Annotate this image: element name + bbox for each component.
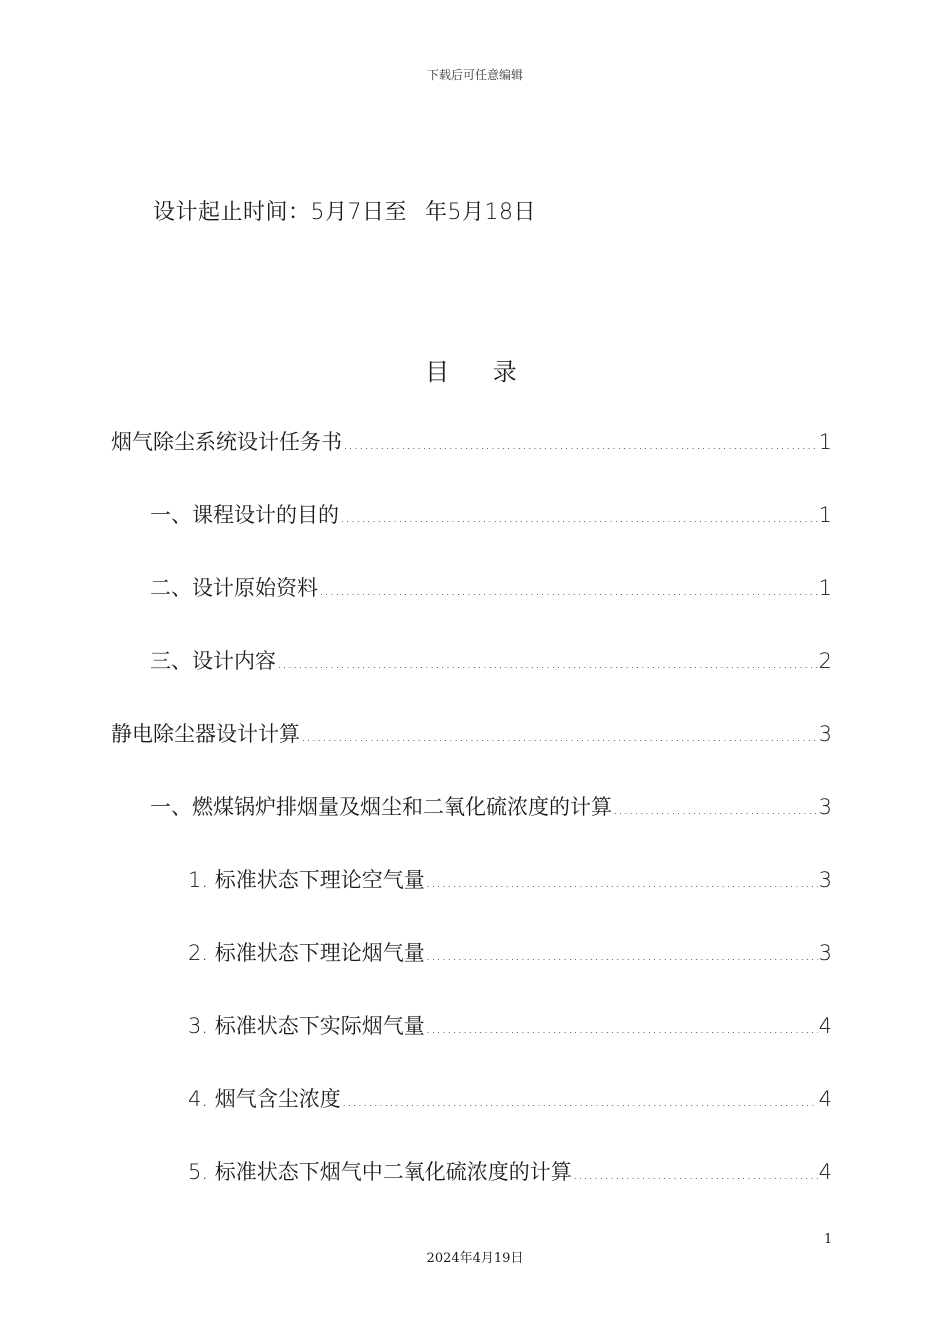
toc-entry[interactable] bbox=[150, 791, 832, 821]
design-period-label: 设计起止时间： bbox=[153, 200, 311, 225]
toc-entry-page: 1 bbox=[818, 503, 832, 527]
toc-entry-label: 一、课程设计的目的 bbox=[150, 503, 339, 527]
footer-date: 2024年4月19日 bbox=[426, 1251, 524, 1266]
toc-entry-label: 一、燃煤锅炉排烟量及烟尘和二氧化硫浓度的计算 bbox=[150, 795, 612, 819]
dot-leader bbox=[426, 1019, 818, 1037]
dot-leader bbox=[342, 1092, 818, 1110]
toc-entry-label: 4. 烟气含尘浓度 bbox=[188, 1087, 341, 1111]
dot-leader bbox=[343, 435, 818, 453]
dot-leader bbox=[426, 873, 818, 891]
toc-entry-label: 1. 标准状态下理论空气量 bbox=[188, 868, 425, 892]
toc-entry[interactable] bbox=[188, 1156, 832, 1186]
dot-leader bbox=[340, 508, 818, 526]
header-note: 下载后可任意编辑 bbox=[426, 68, 523, 82]
toc-entry[interactable] bbox=[150, 572, 832, 602]
design-period-start: 5月7日至 bbox=[310, 200, 408, 225]
toc-entry-label: 烟气除尘系统设计任务书 bbox=[111, 430, 342, 454]
toc-entry[interactable] bbox=[111, 718, 832, 748]
toc-entry-page: 2 bbox=[818, 649, 832, 673]
toc-entry[interactable] bbox=[188, 864, 832, 894]
toc-entry-page: 3 bbox=[818, 941, 832, 965]
toc-title: 目 录 bbox=[425, 358, 535, 386]
toc-entry-page: 3 bbox=[818, 868, 832, 892]
design-period bbox=[153, 195, 536, 226]
dot-leader bbox=[613, 800, 818, 818]
dot-leader bbox=[426, 946, 818, 964]
toc-entry[interactable] bbox=[188, 1083, 832, 1113]
design-period-end: 年5月18日 bbox=[425, 200, 537, 225]
toc-entry-label: 二、设计原始资料 bbox=[150, 576, 318, 600]
toc-entry-label: 3. 标准状态下实际烟气量 bbox=[188, 1014, 425, 1038]
toc-entry-page: 3 bbox=[818, 795, 832, 819]
toc-entry[interactable] bbox=[188, 1010, 832, 1040]
dot-leader bbox=[277, 654, 818, 672]
dot-leader bbox=[301, 727, 818, 745]
page-number: 1 bbox=[824, 1232, 833, 1247]
toc-entry-label: 5. 标准状态下烟气中二氧化硫浓度的计算 bbox=[188, 1160, 572, 1184]
toc-entry-label: 静电除尘器设计计算 bbox=[111, 722, 300, 746]
toc-entry-page: 1 bbox=[818, 576, 832, 600]
toc-entry-page: 1 bbox=[818, 430, 832, 454]
toc-entry[interactable] bbox=[150, 499, 832, 529]
toc-entry[interactable] bbox=[111, 426, 832, 456]
toc-entry-page: 4 bbox=[818, 1087, 832, 1111]
toc-entry-page: 4 bbox=[818, 1160, 832, 1184]
toc-entry-page: 3 bbox=[818, 722, 832, 746]
toc-entry[interactable] bbox=[188, 937, 832, 967]
toc-entry-label: 三、设计内容 bbox=[150, 649, 276, 673]
dot-leader bbox=[573, 1165, 818, 1183]
dot-leader bbox=[319, 581, 818, 599]
toc-entry-page: 4 bbox=[818, 1014, 832, 1038]
toc-entry-label: 2. 标准状态下理论烟气量 bbox=[188, 941, 425, 965]
toc-entry[interactable] bbox=[150, 645, 832, 675]
